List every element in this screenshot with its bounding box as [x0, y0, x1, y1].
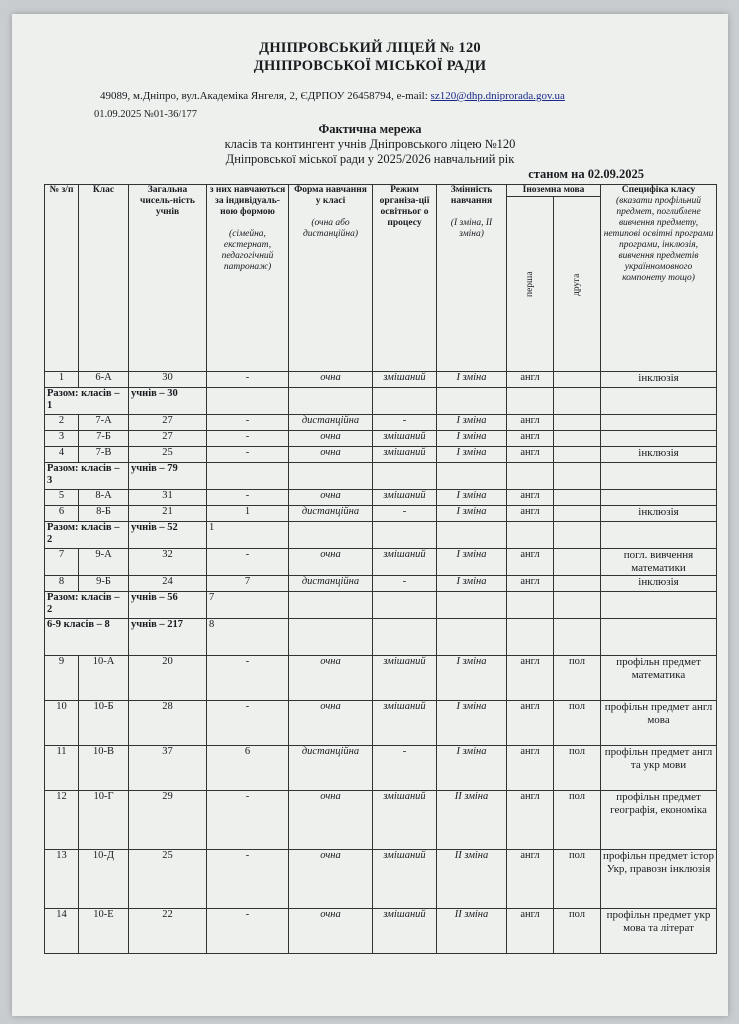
cell-lang-second: пол — [554, 850, 601, 909]
cell-num: 1 — [45, 372, 79, 388]
cell-lang-first: англ — [507, 746, 554, 791]
table-row — [45, 850, 717, 909]
cell-empty — [601, 619, 717, 656]
cell-mode: змішаний — [373, 656, 437, 701]
cell-empty — [437, 592, 507, 619]
col-form — [289, 185, 373, 372]
cell-empty — [507, 592, 554, 619]
cell-total: 27 — [129, 415, 207, 431]
cell-empty — [507, 522, 554, 549]
cell-individual: - — [207, 850, 289, 909]
cell-lang-second — [554, 506, 601, 522]
cell-form: дистанційна — [289, 746, 373, 791]
cell-empty — [554, 619, 601, 656]
cell-empty — [289, 463, 373, 490]
summary-row — [45, 619, 717, 656]
table-row — [45, 415, 717, 431]
cell-empty — [437, 522, 507, 549]
cell-shift: II зміна — [437, 850, 507, 909]
cell-total: 37 — [129, 746, 207, 791]
table-row — [45, 909, 717, 954]
cell-individual: - — [207, 447, 289, 463]
cell-total: 22 — [129, 909, 207, 954]
cell-individual: - — [207, 431, 289, 447]
col-foreign: Іноземна мова — [507, 185, 601, 197]
cell-lang-second — [554, 415, 601, 431]
summary-label: Разом: класів – 2 — [45, 592, 129, 619]
cell-shift: I зміна — [437, 372, 507, 388]
cell-spec: погл. вивчення математики — [601, 549, 717, 576]
cell-spec: профільн предмет англ та укр мови — [601, 746, 717, 791]
cell-total: 32 — [129, 549, 207, 576]
cell-class: 6-А — [79, 372, 129, 388]
cell-empty — [373, 388, 437, 415]
cell-individual: - — [207, 490, 289, 506]
cell-mode: змішаний — [373, 791, 437, 850]
cell-shift: I зміна — [437, 490, 507, 506]
cell-individual: - — [207, 415, 289, 431]
table-row — [45, 372, 717, 388]
col-spec-label: Специфіка класу — [621, 185, 696, 195]
cell-class: 10-Е — [79, 909, 129, 954]
summary-row — [45, 388, 717, 415]
cell-total: 25 — [129, 850, 207, 909]
cell-mode: змішаний — [373, 431, 437, 447]
cell-lang-second — [554, 431, 601, 447]
col-individual-note: (сімейна, екстернат, педагогічний патронаж) — [221, 229, 274, 272]
cell-shift: II зміна — [437, 909, 507, 954]
cell-shift: I зміна — [437, 549, 507, 576]
cell-form: очна — [289, 656, 373, 701]
cell-spec: профільн предмет укр мова та літерат — [601, 909, 717, 954]
col-total: Загальна чисель-ність учнів — [129, 185, 207, 372]
cell-class: 8-А — [79, 490, 129, 506]
cell-spec: профільн предмет англ мова — [601, 701, 717, 746]
cell-lang-second: пол — [554, 656, 601, 701]
cell-spec: інклюзія — [601, 576, 717, 592]
cell-mode: змішаний — [373, 701, 437, 746]
cell-num: 4 — [45, 447, 79, 463]
col-individual-label: з них навчаються за індивідуаль-ною формою — [209, 185, 286, 217]
cell-individual: - — [207, 372, 289, 388]
cell-form: очна — [289, 372, 373, 388]
table-row — [45, 791, 717, 850]
cell-lang-first: англ — [507, 447, 554, 463]
summary-label: Разом: класів – 2 — [45, 522, 129, 549]
cell-empty — [601, 522, 717, 549]
col-spec-note: (вказати профільний предмет, поглиблене вивчення предмету, нетипові освітні програми програми, інклюзія, вивчення предметів українномовного компонету тощо) — [603, 196, 714, 283]
cell-empty — [373, 592, 437, 619]
cell-num: 7 — [45, 549, 79, 576]
cell-form: очна — [289, 447, 373, 463]
cell-form: очна — [289, 791, 373, 850]
cell-form: очна — [289, 850, 373, 909]
cell-spec — [601, 490, 717, 506]
cell-empty — [437, 463, 507, 490]
summary-total: учнів – 79 — [129, 463, 207, 490]
cell-empty — [373, 619, 437, 656]
col-mode: Режим організа-ції освітньог о процесу — [373, 185, 437, 372]
cell-lang-first: англ — [507, 850, 554, 909]
cell-mode: - — [373, 576, 437, 592]
cell-mode: - — [373, 746, 437, 791]
table-row — [45, 701, 717, 746]
summary-label: 6-9 класів – 8 — [45, 619, 129, 656]
cell-num: 2 — [45, 415, 79, 431]
cell-num: 9 — [45, 656, 79, 701]
summary-individual — [207, 388, 289, 415]
cell-mode: - — [373, 506, 437, 522]
cell-spec: профільн предмет географія, економіка — [601, 791, 717, 850]
cell-shift: I зміна — [437, 431, 507, 447]
cell-lang-first: англ — [507, 909, 554, 954]
cell-total: 31 — [129, 490, 207, 506]
col-num: № з/п — [45, 185, 79, 372]
table-row — [45, 490, 717, 506]
cell-total: 28 — [129, 701, 207, 746]
cell-individual: 7 — [207, 576, 289, 592]
cell-form: очна — [289, 909, 373, 954]
summary-total: учнів – 56 — [129, 592, 207, 619]
cell-empty — [289, 388, 373, 415]
cell-form: дистанційна — [289, 415, 373, 431]
cell-shift: I зміна — [437, 746, 507, 791]
table-row — [45, 431, 717, 447]
summary-total: учнів – 217 — [129, 619, 207, 656]
cell-spec — [601, 431, 717, 447]
cell-form: дистанційна — [289, 506, 373, 522]
cell-mode: змішаний — [373, 909, 437, 954]
summary-row — [45, 522, 717, 549]
cell-empty — [437, 619, 507, 656]
cell-lang-second: пол — [554, 909, 601, 954]
cell-total: 24 — [129, 576, 207, 592]
email-link[interactable]: sz120@dhp.dniprorada.gov.ua — [430, 90, 565, 102]
col-form-note: (очна або дистанційна) — [303, 218, 358, 239]
cell-empty — [373, 522, 437, 549]
cell-lang-first: англ — [507, 791, 554, 850]
cell-empty — [507, 619, 554, 656]
document-reference: 01.09.2025 №01-36/177 — [94, 109, 198, 120]
cell-shift: I зміна — [437, 656, 507, 701]
cell-lang-second: пол — [554, 746, 601, 791]
table-row — [45, 506, 717, 522]
cell-spec: інклюзія — [601, 372, 717, 388]
col-shift — [437, 185, 507, 372]
cell-individual: - — [207, 549, 289, 576]
cell-individual: - — [207, 791, 289, 850]
cell-shift: I зміна — [437, 506, 507, 522]
cell-lang-first: англ — [507, 576, 554, 592]
col-shift-note: (I зміна, II зміна) — [450, 218, 493, 239]
cell-lang-first: англ — [507, 490, 554, 506]
cell-class: 10-Г — [79, 791, 129, 850]
cell-mode: змішаний — [373, 372, 437, 388]
cell-mode: змішаний — [373, 850, 437, 909]
cell-class: 10-Д — [79, 850, 129, 909]
summary-individual: 1 — [207, 522, 289, 549]
cell-empty — [601, 592, 717, 619]
cell-class: 10-В — [79, 746, 129, 791]
summary-individual — [207, 463, 289, 490]
cell-class: 8-Б — [79, 506, 129, 522]
cell-lang-second — [554, 576, 601, 592]
doc-subtitle-2: Дніпровської міської ради у 2025/2026 навчальний рік — [225, 152, 515, 166]
cell-class: 10-А — [79, 656, 129, 701]
table-row — [45, 576, 717, 592]
summary-row — [45, 592, 717, 619]
cell-lang-first: англ — [507, 372, 554, 388]
cell-mode: - — [373, 415, 437, 431]
org-name-line1: ДНІПРОВСЬКИЙ ЛІЦЕЙ № 120 — [259, 40, 481, 56]
summary-individual: 8 — [207, 619, 289, 656]
address-text: 49089, м.Дніпро, вул.Академіка Янгеля, 2, ЄДРПОУ 26458794, e-mail: — [100, 90, 431, 102]
cell-num: 3 — [45, 431, 79, 447]
address-line — [100, 90, 565, 102]
col-spec — [601, 185, 717, 372]
cell-shift: II зміна — [437, 791, 507, 850]
doc-subtitle-1: класів та контингент учнів Дніпровського ліцею №120 — [224, 137, 516, 151]
cell-num: 8 — [45, 576, 79, 592]
cell-empty — [437, 388, 507, 415]
cell-shift: I зміна — [437, 447, 507, 463]
cell-total: 27 — [129, 431, 207, 447]
cell-empty — [373, 463, 437, 490]
cell-empty — [601, 463, 717, 490]
cell-form: очна — [289, 431, 373, 447]
summary-individual: 7 — [207, 592, 289, 619]
cell-lang-second: пол — [554, 791, 601, 850]
cell-class: 7-А — [79, 415, 129, 431]
doc-title: Фактична мережа — [318, 122, 422, 136]
cell-empty — [554, 463, 601, 490]
cell-spec: інклюзія — [601, 447, 717, 463]
cell-class: 9-Б — [79, 576, 129, 592]
cell-individual: 1 — [207, 506, 289, 522]
cell-spec: профільн предмет істор Укр, правозн інклюзія — [601, 850, 717, 909]
cell-class: 7-Б — [79, 431, 129, 447]
col-second-lang: друга — [554, 197, 601, 372]
cell-lang-first: англ — [507, 701, 554, 746]
cell-class: 10-Б — [79, 701, 129, 746]
cell-individual: - — [207, 909, 289, 954]
cell-empty — [289, 592, 373, 619]
cell-lang-second: пол — [554, 701, 601, 746]
summary-row — [45, 463, 717, 490]
cell-class: 7-В — [79, 447, 129, 463]
cell-total: 30 — [129, 372, 207, 388]
cell-form: очна — [289, 490, 373, 506]
cell-mode: змішаний — [373, 549, 437, 576]
cell-empty — [601, 388, 717, 415]
cell-lang-first: англ — [507, 549, 554, 576]
cell-spec: інклюзія — [601, 506, 717, 522]
summary-total: учнів – 52 — [129, 522, 207, 549]
cell-shift: I зміна — [437, 701, 507, 746]
summary-total: учнів – 30 — [129, 388, 207, 415]
cell-form: дистанційна — [289, 576, 373, 592]
table-row — [45, 447, 717, 463]
cell-lang-second — [554, 447, 601, 463]
col-form-label: Форма навчання у класі — [294, 185, 367, 206]
table-row — [45, 549, 717, 576]
cell-empty — [554, 522, 601, 549]
summary-label: Разом: класів – 3 — [45, 463, 129, 490]
cell-num: 6 — [45, 506, 79, 522]
cell-shift: I зміна — [437, 576, 507, 592]
col-individual — [207, 185, 289, 372]
col-shift-label: Змінність навчання — [450, 185, 493, 206]
cell-num: 13 — [45, 850, 79, 909]
as-of-date: станом на 02.09.2025 — [528, 167, 644, 181]
cell-empty — [554, 388, 601, 415]
col-first-lang: перша — [507, 197, 554, 372]
cell-individual: 6 — [207, 746, 289, 791]
cell-form: очна — [289, 701, 373, 746]
cell-class: 9-А — [79, 549, 129, 576]
cell-num: 12 — [45, 791, 79, 850]
cell-total: 29 — [129, 791, 207, 850]
cell-spec: профільн предмет математика — [601, 656, 717, 701]
cell-num: 5 — [45, 490, 79, 506]
cell-num: 11 — [45, 746, 79, 791]
cell-lang-first: англ — [507, 656, 554, 701]
cell-individual: - — [207, 656, 289, 701]
col-class: Клас — [79, 185, 129, 372]
cell-num: 14 — [45, 909, 79, 954]
cell-lang-second — [554, 372, 601, 388]
cell-shift: I зміна — [437, 415, 507, 431]
cell-lang-second — [554, 549, 601, 576]
table-row — [45, 746, 717, 791]
cell-form: очна — [289, 549, 373, 576]
cell-empty — [289, 522, 373, 549]
cell-lang-first: англ — [507, 431, 554, 447]
classes-table — [44, 184, 717, 954]
cell-empty — [289, 619, 373, 656]
cell-empty — [507, 388, 554, 415]
cell-spec — [601, 415, 717, 431]
cell-individual: - — [207, 701, 289, 746]
table-body — [45, 372, 717, 954]
cell-empty — [507, 463, 554, 490]
cell-mode: змішаний — [373, 447, 437, 463]
cell-num: 10 — [45, 701, 79, 746]
cell-total: 20 — [129, 656, 207, 701]
cell-total: 25 — [129, 447, 207, 463]
cell-empty — [554, 592, 601, 619]
cell-total: 21 — [129, 506, 207, 522]
cell-lang-first: англ — [507, 415, 554, 431]
cell-lang-second — [554, 490, 601, 506]
summary-label: Разом: класів – 1 — [45, 388, 129, 415]
cell-lang-first: англ — [507, 506, 554, 522]
document-page — [12, 14, 728, 1016]
table-row — [45, 656, 717, 701]
org-name-line2: ДНІПРОВСЬКОЇ МІСЬКОЇ РАДИ — [253, 58, 487, 74]
cell-mode: змішаний — [373, 490, 437, 506]
